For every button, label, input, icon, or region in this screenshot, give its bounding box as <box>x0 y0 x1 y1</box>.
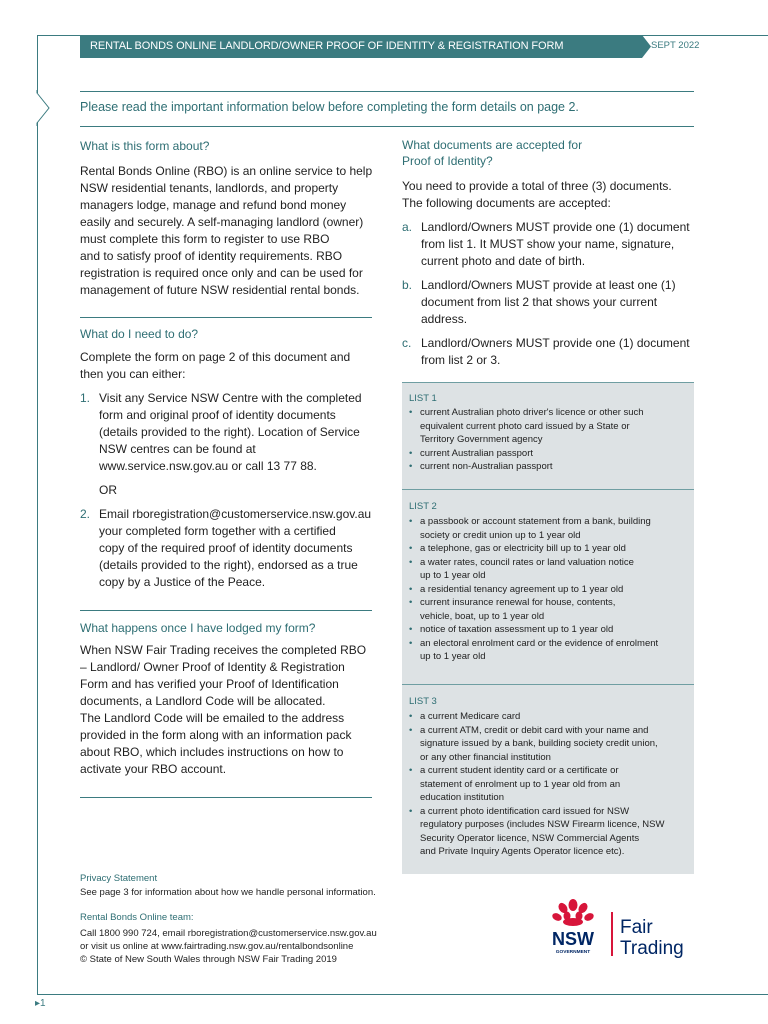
list-item <box>409 406 691 447</box>
text-line: easily and securely. A self-managing landlord (owner) <box>80 215 364 229</box>
list3-title: LIST 3 <box>409 696 437 707</box>
nsw-fair-trading-logo <box>545 896 705 960</box>
text-line: © State of New South Wales through NSW Fair Trading 2019 <box>80 954 337 965</box>
text-line: address. <box>421 312 468 326</box>
text-line: • current Australian photo driver's licence or other such <box>420 407 644 418</box>
nsw-wordmark: NSW <box>552 929 594 949</box>
text-line: Security Operator licence, NSW Commercial Agents <box>420 832 640 844</box>
text-line: equivalent current photo card issued by a State or <box>420 420 630 432</box>
list-item <box>409 637 691 664</box>
text-line: The Landlord Code will be emailed to the address <box>80 711 345 725</box>
requirement-a <box>402 219 690 270</box>
text-line: or visit us online at www.fairtrading.nsw.gov.au/rentalbondsonline <box>80 941 354 952</box>
text-line: • current non-Australian passport <box>420 461 553 472</box>
text-line: registration is required once only and can be used for <box>80 266 363 280</box>
text-line: Visit any Service NSW Centre with the completed <box>99 391 362 405</box>
section-lodged-body <box>80 642 366 778</box>
divider <box>402 126 694 127</box>
list-item <box>409 447 691 461</box>
text-line: form and original proof of identity documents <box>99 408 336 422</box>
text-line: • a passbook or account statement from a bank, building <box>420 516 651 527</box>
fair-wordmark: Fair <box>620 917 653 938</box>
text-line: (details provided to the right), endorsed as a true <box>99 558 358 572</box>
text-line: • a current ATM, credit or debit card with your name and <box>420 724 649 736</box>
text-line: • a telephone, gas or electricity bill up to 1 year old <box>420 543 626 554</box>
text-line: Email rboregistration@customerservice.nsw.gov.au <box>99 507 372 521</box>
text-line: provided in the form along with an information pack <box>80 728 352 742</box>
divider <box>80 91 694 92</box>
frame-left-border-lower <box>37 122 38 994</box>
waratah-icon <box>551 899 595 926</box>
section-heading-documents <box>402 137 582 169</box>
text-line: • a current Medicare card <box>420 711 521 722</box>
text-line: and to satisfy proof of identity requirements. RBO <box>80 249 343 263</box>
team-heading: Rental Bonds Online team: <box>80 912 194 923</box>
list-item <box>409 764 691 805</box>
documents-intro <box>402 178 672 212</box>
list-item <box>409 724 691 765</box>
or-separator: OR <box>99 483 117 497</box>
form-title: RENTAL BONDS ONLINE LANDLORD/OWNER PROOF OF IDENTITY & REGISTRATION FORM <box>90 40 564 52</box>
page-number <box>35 998 46 1009</box>
text-line: Territory Government agency <box>420 434 543 445</box>
text-line: What documents are accepted for <box>402 138 583 152</box>
intro-text: Please read the important information below before completing the form details on page 2. <box>80 100 579 114</box>
list-number: 2. <box>80 507 91 521</box>
requirement-c <box>402 335 690 369</box>
text-line: Landlord/Owners MUST provide one (1) document <box>421 220 690 234</box>
list-item <box>409 710 691 724</box>
text-line: document from list 2 that shows your current <box>421 295 658 309</box>
list-divider <box>402 684 694 685</box>
text-line: up to 1 year old <box>420 570 486 581</box>
text-line: your completed form together with a certified <box>99 524 336 538</box>
government-wordmark: GOVERNMENT <box>555 950 591 955</box>
text-line: from list 1. It MUST show your name, signature, <box>421 237 675 251</box>
section-heading-lodged: What happens once I have lodged my form? <box>80 621 316 635</box>
list-item <box>409 556 691 583</box>
text-line: Rental Bonds Online (RBO) is an online service to help <box>80 164 373 178</box>
text-line: must complete this form to register to use RBO <box>80 232 330 246</box>
text-line: – Landlord/ Owner Proof of Identity & Registration <box>80 660 345 674</box>
privacy-heading: Privacy Statement <box>80 873 158 884</box>
requirement-b <box>402 277 676 328</box>
text-line: copy by a Justice of the Peace. <box>99 575 266 589</box>
divider <box>80 797 372 798</box>
list-number: 1. <box>80 391 91 405</box>
section-heading-about: What is this form about? <box>80 139 210 153</box>
text-line: • current insurance renewal for house, contents, <box>420 597 616 608</box>
section-heading-todo: What do I need to do? <box>80 327 199 341</box>
list-item <box>409 542 691 556</box>
text-line: management of future NSW residential rental bonds. <box>80 283 360 297</box>
list-item <box>409 460 691 474</box>
text-line: • a residential tenancy agreement up to 1 year old <box>420 583 624 595</box>
section-about-body <box>80 163 372 299</box>
text-line: Form and has verified your Proof of Identification <box>80 677 339 691</box>
text-line: regulatory purposes (includes NSW Firearm licence, NSW <box>420 819 665 830</box>
list-divider <box>402 489 694 490</box>
form-title-band <box>80 35 640 58</box>
header-arrow <box>638 35 652 58</box>
list2-items <box>409 515 691 664</box>
list3-items <box>409 710 691 859</box>
text-line: activate your RBO account. <box>80 762 227 776</box>
list-item <box>409 623 691 637</box>
text-line: copy of the required proof of identity documents <box>99 541 353 555</box>
list-item <box>409 596 691 623</box>
list1-title: LIST 1 <box>409 393 437 404</box>
text-line: • a current student identity card or a certificate or <box>420 765 619 776</box>
text-line: Proof of Identity? <box>402 154 493 168</box>
page-marker-icon: ▸ <box>35 998 41 1009</box>
list-item <box>409 583 691 597</box>
text-line: NSW centres can be found at <box>99 442 256 456</box>
list-letter: b. <box>402 278 413 292</box>
divider <box>80 317 372 318</box>
text-line: signature issued by a bank, building society credit union, <box>420 738 658 749</box>
team-contact <box>80 927 377 966</box>
text-line: about RBO, which includes instructions on how to <box>80 745 344 759</box>
list-letter: a. <box>402 220 413 234</box>
text-line: and Private Inquiry Agents Operator licence etc). <box>420 846 625 857</box>
list-divider <box>402 382 694 383</box>
privacy-text: See page 3 for information about how we handle personal information. <box>80 887 376 898</box>
text-line: then you can either: <box>80 367 186 381</box>
page-number-value: 1 <box>40 998 46 1009</box>
text-line: • an electoral enrolment card or the evidence of enrolment <box>420 637 659 649</box>
text-line: Landlord/Owners MUST provide at least one (1) <box>421 278 676 292</box>
text-line: society or credit union up to 1 year old <box>420 529 581 541</box>
logo-divider <box>611 912 613 956</box>
frame-left-border <box>37 35 38 93</box>
text-line: www.service.nsw.gov.au or call 13 77 88. <box>99 459 317 473</box>
frame-notch <box>32 90 56 126</box>
text-line: from list 2 or 3. <box>421 353 501 367</box>
list2-title: LIST 2 <box>409 501 437 512</box>
text-line: NSW residential tenants, landlords, and property <box>80 181 339 195</box>
frame-bottom-border <box>37 994 768 995</box>
text-line: up to 1 year old <box>420 651 486 662</box>
text-line: statement of enrolment up to 1 year old from an <box>420 778 621 790</box>
text-line: current photo and date of birth. <box>421 254 586 268</box>
list-item <box>409 515 691 542</box>
text-line: • current Australian passport <box>420 447 534 459</box>
list-item <box>409 805 691 859</box>
text-line: • a water rates, council rates or land valuation notice <box>420 556 634 568</box>
text-line: Landlord/Owners MUST provide one (1) document <box>421 336 690 350</box>
text-line: Call 1800 990 724, email rboregistration@customerservice.nsw.gov.au <box>80 928 377 939</box>
list1-items <box>409 406 691 474</box>
text-line: • notice of taxation assessment up to 1 year old <box>420 624 614 635</box>
text-line: The following documents are accepted: <box>402 196 611 210</box>
list-letter: c. <box>402 336 412 350</box>
text-line: (details provided to the right). Location of Service <box>99 425 360 439</box>
divider <box>80 610 372 611</box>
section-todo-intro <box>80 349 350 383</box>
text-line: You need to provide a total of three (3) documents. <box>402 179 672 193</box>
text-line: • a current photo identification card issued for NSW <box>420 805 630 817</box>
text-line: or any other financial institution <box>420 751 551 763</box>
text-line: education institution <box>420 792 504 803</box>
text-line: Complete the form on page 2 of this document and <box>80 350 351 364</box>
text-line: vehicle, boat, up to 1 year old <box>420 610 545 622</box>
text-line: When NSW Fair Trading receives the completed RBO <box>80 643 367 657</box>
todo-option-1 <box>80 390 362 475</box>
text-line: documents, a Landlord Code will be allocated. <box>80 694 326 708</box>
todo-option-2 <box>80 506 371 591</box>
form-date: SEPT 2022 <box>651 40 700 51</box>
text-line: managers lodge, manage and refund bond money <box>80 198 347 212</box>
trading-wordmark: Trading <box>620 938 684 959</box>
